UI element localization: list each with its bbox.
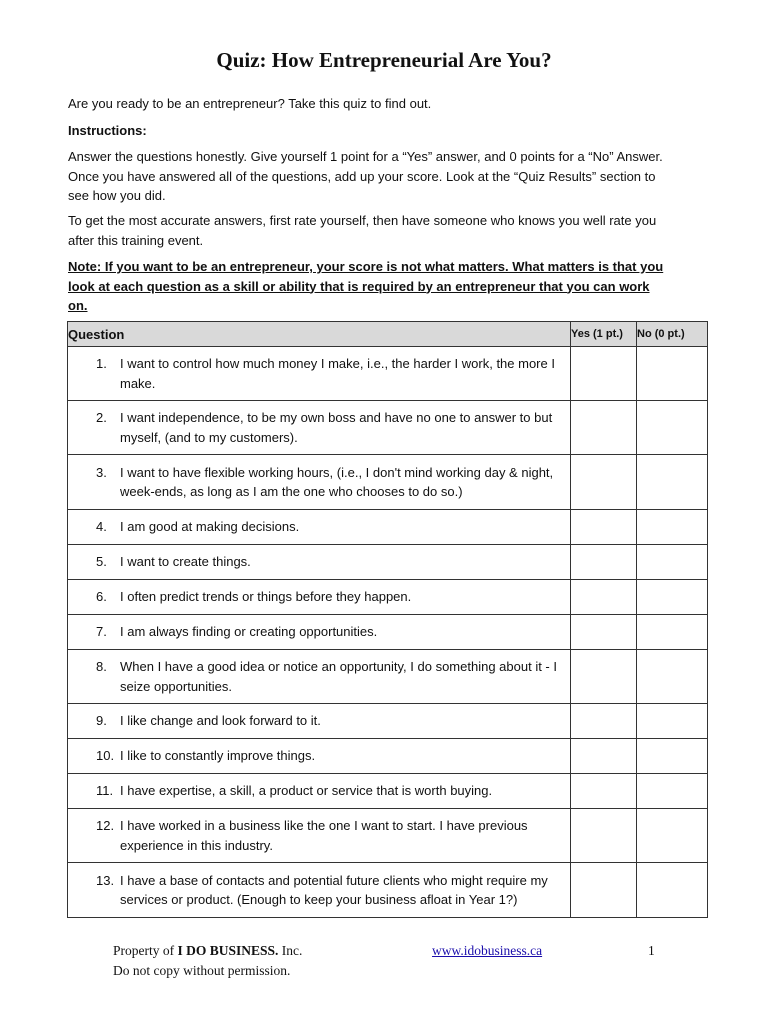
- question-number: 10.: [96, 748, 115, 764]
- question-number: 6.: [96, 589, 107, 605]
- question-item: [68, 816, 570, 855]
- table-row: [68, 809, 708, 863]
- question-cell: [68, 545, 571, 580]
- table-row: [68, 545, 708, 580]
- table-row: [68, 615, 708, 650]
- no-answer-cell[interactable]: [637, 545, 708, 580]
- no-answer-cell[interactable]: [637, 401, 708, 455]
- yes-answer-cell[interactable]: [571, 401, 637, 455]
- company-name: I DO BUSINESS.: [177, 943, 279, 958]
- yes-answer-cell[interactable]: [571, 809, 637, 863]
- question-item: [68, 871, 570, 910]
- table-row: [68, 704, 708, 739]
- question-cell: [68, 650, 571, 704]
- no-answer-cell[interactable]: [637, 455, 708, 510]
- question-text: I have worked in a business like the one I want to start. I have previous experience in this industry.: [120, 818, 528, 853]
- no-answer-cell[interactable]: [637, 615, 708, 650]
- table-row: [68, 580, 708, 615]
- yes-answer-cell[interactable]: [571, 455, 637, 510]
- yes-column-header: Yes (1 pt.): [571, 322, 637, 347]
- company-suffix: Inc.: [278, 943, 303, 958]
- question-cell: [68, 809, 571, 863]
- no-answer-cell[interactable]: [637, 739, 708, 774]
- question-item: [68, 552, 570, 572]
- question-cell: [68, 739, 571, 774]
- yes-answer-cell[interactable]: [571, 545, 637, 580]
- yes-answer-cell[interactable]: [571, 704, 637, 739]
- property-line: [113, 941, 302, 961]
- copy-notice: Do not copy without permission.: [113, 962, 291, 978]
- yes-answer-cell[interactable]: [571, 739, 637, 774]
- no-answer-cell[interactable]: [637, 510, 708, 545]
- question-item: [68, 587, 570, 607]
- intro-text: Are you ready to be an entrepreneur? Take this quiz to find out.: [68, 96, 432, 111]
- quiz-table: [67, 321, 708, 918]
- question-number: 8.: [96, 659, 107, 674]
- question-number: 5.: [96, 554, 107, 570]
- question-number: 3.: [96, 464, 107, 480]
- table-row: [68, 347, 708, 401]
- question-text: I want to have flexible working hours, (i.e., I don't mind working day & night, week-ends, as long as I am the one who chooses to do so.): [120, 464, 554, 499]
- question-text: I want to create things.: [120, 554, 251, 570]
- question-text: I am good at making decisions.: [120, 519, 300, 535]
- question-item: [68, 517, 570, 537]
- question-item: [68, 463, 570, 502]
- table-row: [68, 510, 708, 545]
- question-item: [68, 657, 570, 696]
- no-answer-cell[interactable]: [637, 863, 708, 918]
- question-number: 4.: [96, 519, 107, 535]
- question-item: [68, 622, 570, 642]
- question-number: 7.: [96, 624, 107, 640]
- question-cell: [68, 863, 571, 918]
- table-header-row: [68, 322, 708, 347]
- question-number: 11.: [96, 783, 114, 799]
- yes-answer-cell[interactable]: [571, 615, 637, 650]
- instructions-paragraph: Answer the questions honestly. Give yourself 1 point for a “Yes” answer, and 0 points for a “No” Answer. Once you have answered all of the questions, add up your score. Look at the “Quiz Results” section to see how you did.: [68, 149, 663, 203]
- question-text: I have a base of contacts and potential future clients who might require my services or product. (Enough to keep your business afloat in Year 1?): [120, 872, 548, 907]
- yes-answer-cell[interactable]: [571, 774, 637, 809]
- yes-answer-cell[interactable]: [571, 650, 637, 704]
- property-prefix: Property of: [113, 943, 178, 958]
- question-item: [68, 746, 570, 766]
- yes-answer-cell[interactable]: [571, 863, 637, 918]
- question-item: [68, 354, 570, 393]
- question-cell: [68, 401, 571, 455]
- question-item: [68, 711, 570, 731]
- question-cell: [68, 347, 571, 401]
- question-text: I am always finding or creating opportunities.: [120, 624, 378, 640]
- question-cell: [68, 510, 571, 545]
- question-cell: [68, 615, 571, 650]
- website-link[interactable]: www.idobusiness.ca: [432, 943, 543, 958]
- footer-property: [113, 941, 302, 980]
- no-answer-cell[interactable]: [637, 774, 708, 809]
- question-column-header: Question: [68, 322, 571, 347]
- question-number: 13.: [96, 872, 115, 888]
- no-column-header: No (0 pt.): [637, 322, 708, 347]
- no-answer-cell[interactable]: [637, 704, 708, 739]
- question-cell: [68, 455, 571, 510]
- question-number: 9.: [96, 713, 107, 729]
- question-cell: [68, 774, 571, 809]
- question-item: [68, 408, 570, 447]
- no-answer-cell[interactable]: [637, 580, 708, 615]
- table-row: [68, 401, 708, 455]
- question-item: [68, 781, 570, 801]
- yes-answer-cell[interactable]: [571, 347, 637, 401]
- question-text: I like to constantly improve things.: [120, 748, 316, 764]
- table-row: [68, 863, 708, 918]
- question-number: 2.: [96, 410, 107, 425]
- table-row: [68, 774, 708, 809]
- question-text: I like change and look forward to it.: [120, 713, 321, 729]
- page-number: 1: [648, 943, 655, 958]
- question-text: When I have a good idea or notice an opportunity, I do something about it - I seize opportunities.: [120, 659, 557, 694]
- instructions-heading: Instructions:: [68, 123, 147, 138]
- table-row: [68, 739, 708, 774]
- quiz-table-body: [68, 347, 708, 918]
- question-text: I want independence, to be my own boss and have no one to answer to but myself, (and to my customers).: [120, 410, 553, 445]
- no-answer-cell[interactable]: [637, 347, 708, 401]
- question-cell: [68, 580, 571, 615]
- note-paragraph: Note: If you want to be an entrepreneur, your score is not what matters. What matters is that you look at each question as a skill or ability that is required by an entrepreneur that you can work on.: [68, 259, 664, 313]
- question-text: I want to control how much money I make, i.e., the harder I work, the more I make.: [120, 356, 555, 391]
- page-title: Quiz: How Entrepreneurial Are You?: [216, 48, 552, 72]
- question-number: 1.: [96, 356, 107, 371]
- table-row: [68, 455, 708, 510]
- no-answer-cell[interactable]: [637, 650, 708, 704]
- yes-answer-cell[interactable]: [571, 580, 637, 615]
- yes-answer-cell[interactable]: [571, 510, 637, 545]
- rating-paragraph: To get the most accurate answers, first rate yourself, then have someone who knows you well rate you after this training event.: [68, 213, 657, 248]
- no-answer-cell[interactable]: [637, 809, 708, 863]
- question-text: I often predict trends or things before they happen.: [120, 589, 412, 605]
- question-text: I have expertise, a skill, a product or service that is worth buying.: [120, 783, 493, 799]
- table-row: [68, 650, 708, 704]
- question-number: 12.: [96, 818, 115, 833]
- question-cell: [68, 704, 571, 739]
